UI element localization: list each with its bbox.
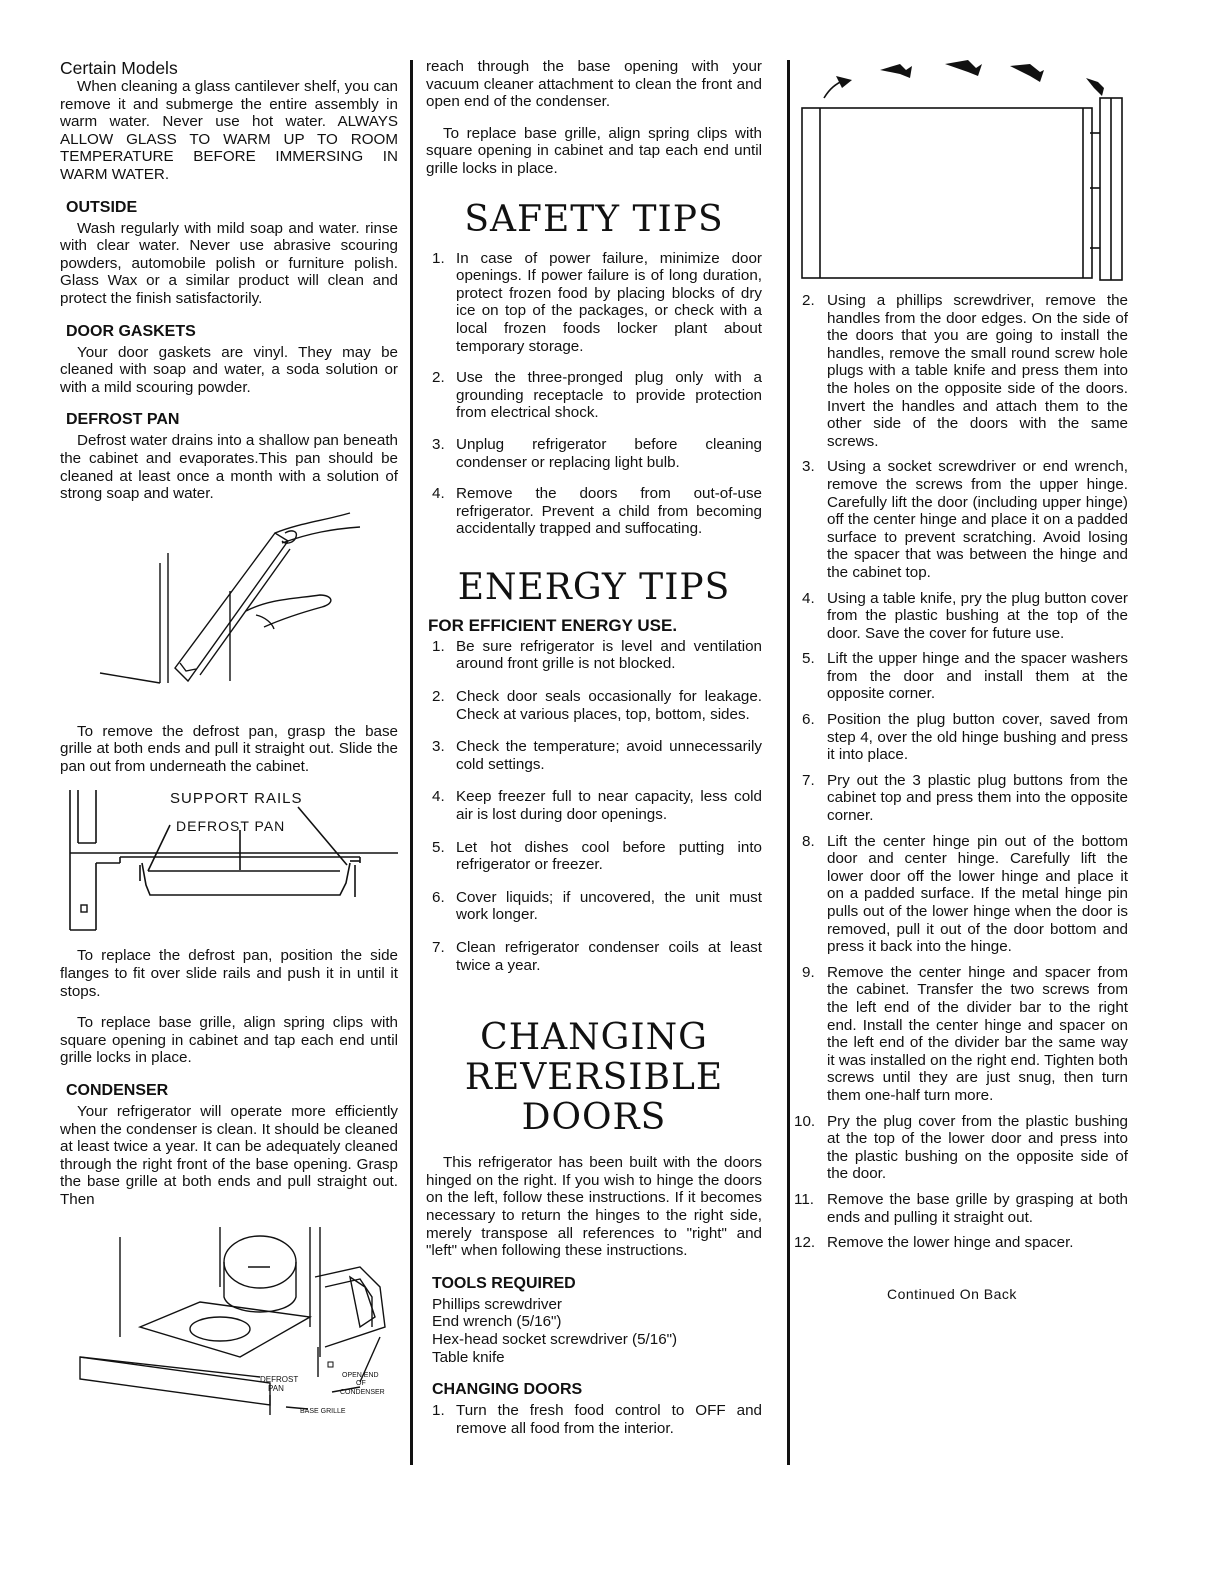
item-text: Clean refrigerator condenser coils at least twice a year. <box>456 939 762 974</box>
tools-list <box>426 1296 762 1366</box>
item-text: Remove the lower hinge and spacer. <box>827 1234 1074 1252</box>
changing-intro-text: This refrigerator has been built with the doors hinged on the right. If you wish to hinge the doors on the left, follow these instructions. If it becomes necessary to return the hinges to the right side, merely transpose all references to "right" and "left" when following these instructions. <box>426 1154 762 1260</box>
remove-pan-text: To remove the defrost pan, grasp the base grille at both ends and pull it straight out. Slide the pan out from underneath the cabinet. <box>60 722 398 775</box>
item-text: Unplug refrigerator before cleaning condenser or replacing light bulb. <box>456 435 762 471</box>
tool-item: Table knife <box>432 1348 505 1366</box>
tool-item: Phillips screwdriver <box>432 1295 562 1313</box>
continued-on-back: Continued On Back <box>887 1285 1017 1302</box>
item-text: In case of power failure, minimize door openings. If power failure is of long duration, protect frozen food by placing blocks of dry ice on top of the packages, or check with a local frozen foods locker plant about temporary storage. <box>456 249 762 355</box>
item-number: 5. <box>802 650 815 668</box>
fig-condenser-label: CONDENSER <box>340 1388 385 1396</box>
item-text: Remove the base grille by grasping at both ends and pulling it straight out. <box>827 1190 1128 1226</box>
door-step <box>800 711 1128 764</box>
item-number: 11. <box>794 1190 814 1208</box>
item-number: 6. <box>802 711 815 729</box>
item-number: 9. <box>802 963 815 981</box>
door-step <box>800 458 1128 581</box>
door-step <box>800 833 1128 956</box>
item-text: Using a table knife, pry the plug button cover from the plastic bushing at the top of the door. Save the cover for future use. <box>827 589 1128 642</box>
outside-text: Wash regularly with mild soap and water. rinse with clear water. Never use abrasive scouring powders, automobile polish or furniture polish. Glass Wax or a similar product will clean and protect the finish satisfactorily. <box>60 219 398 307</box>
energy-tip <box>426 788 762 823</box>
step-text: Turn the fresh food control to OFF and remove all food from the interior. <box>456 1402 762 1437</box>
item-text: Keep freezer full to near capacity, less cold air is lost during door openings. <box>456 788 762 824</box>
item-text: Remove the doors from out-of-use refrigerator. Prevent a child from becoming accidentally trapped and suffocating. <box>456 485 762 538</box>
item-text: Cover liquids; if uncovered, the unit must work longer. <box>456 888 762 924</box>
safety-tips-list <box>426 250 762 538</box>
item-text: Lift the center hinge pin out of the bottom door and center hinge. Carefully lift the lower door off the lower hinge and place it on a padded surface. If the metal hinge pin pulls out of the lower hinge when the door is removed, pull it out of the door bottom and press it back into the hinge. <box>827 832 1128 956</box>
energy-tip <box>426 889 762 924</box>
safety-tip <box>426 250 762 356</box>
safety-tip <box>426 436 762 471</box>
energy-tip <box>426 939 762 974</box>
column-divider-left <box>410 60 413 1465</box>
item-text: Pry out the 3 plastic plug buttons from the cabinet top and press them into the opposite corner. <box>827 771 1128 825</box>
item-number: 6. <box>432 888 445 906</box>
column-right <box>794 58 1128 1303</box>
item-text: Let hot dishes cool before putting into refrigerator or freezer. <box>456 838 762 874</box>
energy-tips-title: ENERGY TIPS <box>457 566 731 608</box>
item-number: 1. <box>432 637 445 655</box>
energy-tips-list <box>426 638 762 974</box>
changing-doors-steps <box>794 292 1128 1252</box>
column-middle <box>426 58 762 1437</box>
item-number: 4. <box>802 589 815 607</box>
replace-grille-text-left: To replace base grille, align spring clips with square opening in cabinet and tap each end until grille locks in place. <box>60 1014 398 1067</box>
fig-of-label: OF <box>356 1379 366 1387</box>
safety-tips-title: SAFETY TIPS <box>464 198 724 240</box>
condenser-text: Your refrigerator will operate more efficiently when the condenser is clean. It should be cleaned at least twice a year. It can be adequately cleaned through the right front of the base opening. Grasp the base grille at both ends and pull straight out. Then <box>60 1103 398 1208</box>
certain-models-text: When cleaning a glass cantilever shelf, you can remove it and submerge the entire assembly in warm water. Never use hot water. ALWAYS ALLOW GLASS TO WARM UP TO ROOM TEMPERATURE BEFORE IMMERSING IN WARM WATER. <box>60 78 398 183</box>
condenser-illustration <box>60 1217 398 1417</box>
item-number: 3. <box>802 458 815 476</box>
defrost-pan-label: DEFROST PAN <box>176 818 286 835</box>
outside-heading: OUTSIDE <box>66 198 138 216</box>
item-text: Remove the center hinge and spacer from the cabinet. Transfer the two screws from the left end of the divider bar to the right end. Install the center hinge and spacer on the left end of the divider bar the same way it was installed on the right end. Tighten both screws until they are just snug, then turn them one-half turn more. <box>827 963 1128 1104</box>
replace-pan-text: To replace the defrost pan, position the side flanges to fit over slide rails and push it in until it stops. <box>60 947 398 1000</box>
door-step <box>794 1190 1128 1226</box>
item-number: 5. <box>432 838 445 856</box>
tools-required-heading: TOOLS REQUIRED <box>432 1274 576 1292</box>
door-reversal-diagram <box>800 58 1128 288</box>
fig-base-grille-label: BASE GRILLE <box>300 1407 346 1415</box>
step-number: 1. <box>432 1402 445 1420</box>
changing-step <box>426 1402 762 1437</box>
safety-tip <box>426 369 762 422</box>
item-number: 2. <box>802 292 815 309</box>
item-text: Check door seals occasionally for leakage. Check at various places, top, bottom, sides. <box>456 688 762 723</box>
changing-doors-title <box>426 1018 762 1138</box>
defrost-pan-diagram <box>60 785 398 935</box>
energy-tip <box>426 688 762 723</box>
item-number: 8. <box>802 832 815 850</box>
changing-title-line3: DOORS <box>521 1097 667 1139</box>
item-text: Pry the plug cover from the plastic bushing at the top of the lower door and press into the plastic bushing on the opposite side of the door. <box>827 1112 1128 1183</box>
item-number: 2. <box>432 369 445 387</box>
item-text: Position the plug button cover, saved from step 4, over the old hinge bushing and press it into place. <box>827 711 1128 764</box>
changing-doors-list <box>426 1402 762 1437</box>
changing-doors-heading: CHANGING DOORS <box>432 1381 583 1399</box>
condenser-continued-text: reach through the base opening with your vacuum cleaner attachment to clean the front and open end of the condenser. <box>426 58 762 111</box>
door-step <box>800 292 1128 450</box>
item-number: 10. <box>794 1112 816 1130</box>
fig-pan-label: PAN <box>268 1383 284 1393</box>
item-number: 4. <box>432 485 445 503</box>
safety-tip <box>426 485 762 538</box>
column-left <box>60 58 398 1417</box>
defrost-pan-text: Defrost water drains into a shallow pan beneath the cabinet and evaporates.This pan should be cleaned at least once a month with a solution of strong soap and water. <box>60 432 398 503</box>
defrost-pan-heading: DEFROST PAN <box>66 411 180 429</box>
tool-item: End wrench (5/16") <box>432 1313 562 1331</box>
door-step <box>800 772 1128 825</box>
item-text: Be sure refrigerator is level and ventilation around front grille is not blocked. <box>456 637 762 673</box>
door-step <box>800 650 1128 703</box>
grille-removal-illustration <box>60 503 398 713</box>
item-number: 1. <box>432 249 445 267</box>
item-text: Using a phillips screwdriver, remove the handles from the door edges. On the side of the doors that you are going to install the handles, remove the small round screw hole plugs with a table knife and press them into the holes on the opposite side of the doors. Invert the handles and attach them to the other side of the doors with the same screws. <box>827 292 1128 450</box>
changing-title-line1: CHANGING <box>480 1017 708 1059</box>
item-number: 7. <box>432 939 445 956</box>
tool-item: Hex-head socket screwdriver (5/16") <box>432 1330 678 1348</box>
door-gaskets-heading: DOOR GASKETS <box>66 322 196 340</box>
energy-subheading: FOR EFFICIENT ENERGY USE. <box>428 615 678 635</box>
door-gaskets-text: Your door gaskets are vinyl. They may be cleaned with soap and water, a soda solution or with a mild scouring powder. <box>60 343 398 396</box>
energy-tip <box>426 638 762 673</box>
door-step <box>794 1112 1128 1183</box>
door-step <box>794 1234 1128 1252</box>
column-divider-right <box>787 60 790 1465</box>
energy-tip <box>426 839 762 874</box>
item-number: 2. <box>432 688 445 706</box>
replace-grille-text-middle: To replace base grille, align spring clips with square opening in cabinet and tap each end until grille locks in place. <box>426 124 762 177</box>
item-text: Check the temperature; avoid unnecessarily cold settings. <box>456 738 762 773</box>
door-step <box>800 590 1128 643</box>
item-text: Use the three-pronged plug only with a grounding receptacle to provide protection from electrical shock. <box>456 369 762 422</box>
changing-title-line2: REVERSIBLE <box>464 1057 724 1099</box>
item-number: 12. <box>794 1234 816 1252</box>
door-step <box>800 964 1128 1105</box>
item-number: 7. <box>802 771 815 789</box>
condenser-heading: CONDENSER <box>66 1082 169 1100</box>
support-rails-label: SUPPORT RAILS <box>170 790 303 808</box>
item-text: Using a socket screwdriver or end wrench, remove the screws from the upper hinge. Carefully lift the door (including upper hinge) off the center hinge and place it on a padded surface to prevent scratching. Avoid losing the spacer that was between the hinge and the cabinet top. <box>827 458 1128 581</box>
energy-tip <box>426 738 762 773</box>
item-text: Lift the upper hinge and the spacer washers from the door and install them at the opposite corner. <box>827 650 1128 703</box>
item-number: 3. <box>432 435 445 453</box>
fig-open-end-label: OPEN END <box>342 1371 379 1379</box>
fig-defrost-label: DEFROST <box>260 1374 299 1384</box>
certain-models-heading: Certain Models <box>60 58 178 78</box>
item-number: 4. <box>432 788 445 806</box>
item-number: 3. <box>432 738 445 756</box>
